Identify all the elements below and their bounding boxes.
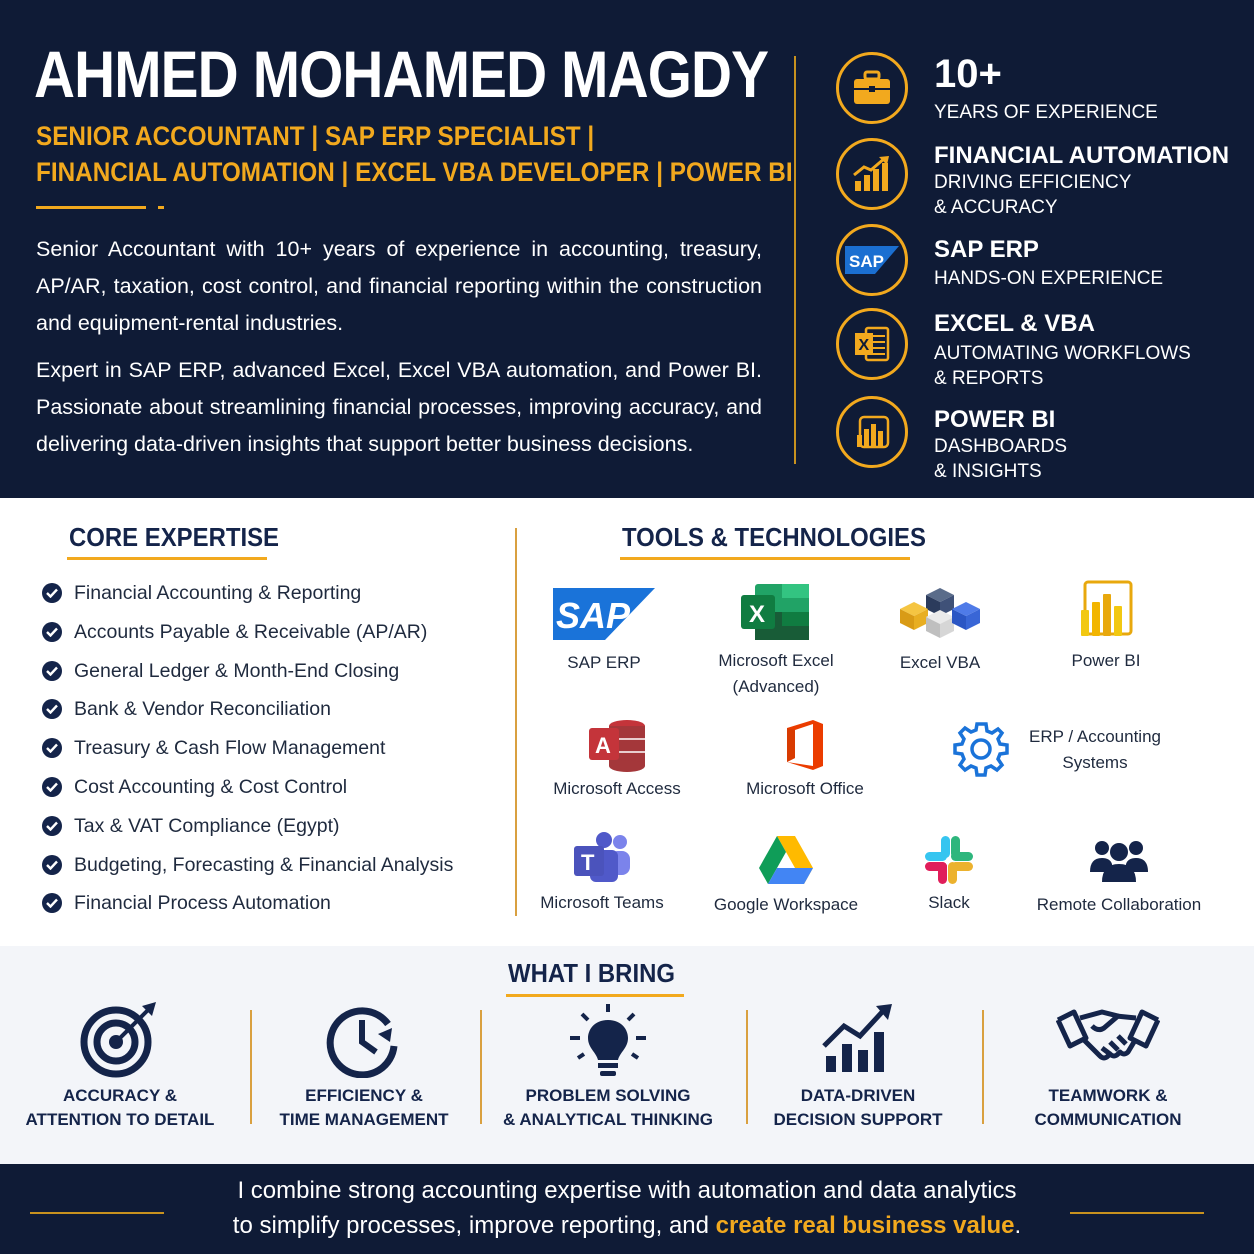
stat-sub: & INSIGHTS (934, 461, 1042, 482)
office-icon (783, 718, 827, 772)
tool-label: SAP ERP (567, 653, 641, 672)
tool-sap-erp (544, 588, 664, 676)
expertise-item (42, 696, 331, 722)
role-line-2: FINANCIAL AUTOMATION | EXCEL VBA DEVELOPER | POWER BI (36, 157, 793, 187)
expertise-item (42, 735, 385, 761)
sap-logo-icon (553, 588, 655, 640)
check-circle-icon (42, 777, 62, 797)
tool-erp-icon-wrap (946, 720, 1016, 780)
tool-label: Excel VBA (899, 653, 981, 672)
stat-excel-vba (836, 308, 1236, 388)
tool-label: Microsoft Office (746, 779, 864, 798)
tool-label: (Advanced) (732, 677, 820, 696)
bring-data-driven (758, 1002, 958, 1132)
handshake-icon (1056, 1002, 1160, 1078)
tool-google-workspace (708, 836, 864, 918)
stat-title: POWER BI (934, 406, 1056, 433)
bring-label: DATA-DRIVEN (800, 1086, 916, 1105)
svg-text:SAP: SAP (556, 595, 631, 636)
bring-label: TIME MANAGEMENT (279, 1110, 449, 1129)
power-bi-icon (1075, 580, 1137, 642)
check-circle-icon (42, 893, 62, 913)
expertise-label: Bank & Vendor Reconciliation (74, 697, 331, 720)
check-circle-icon (42, 622, 62, 642)
stat-sub: AUTOMATING WORKFLOWS (934, 343, 1191, 364)
bring-separator (982, 1010, 984, 1124)
check-circle-icon (42, 583, 62, 603)
hero-divider (794, 56, 796, 464)
check-circle-icon (42, 738, 62, 758)
expertise-item (42, 890, 331, 916)
what-i-bring-underline (506, 994, 684, 997)
bring-teamwork (1008, 1002, 1208, 1132)
vba-cubes-icon (898, 586, 982, 640)
stat-title: EXCEL & VBA (934, 310, 1095, 337)
teams-icon (572, 832, 632, 886)
stat-power-bi (836, 396, 1236, 486)
sap-logo-icon (836, 224, 908, 296)
bring-label: & ANALYTICAL THINKING (503, 1110, 713, 1129)
check-circle-icon (42, 699, 62, 719)
bring-label: COMMUNICATION (1034, 1110, 1182, 1129)
people-group-icon (1090, 838, 1148, 884)
expertise-label: Tax & VAT Compliance (Egypt) (74, 814, 340, 837)
google-drive-icon (759, 836, 813, 884)
tool-label: Google Workspace (713, 895, 859, 914)
tool-label: Microsoft Excel (718, 651, 834, 670)
tool-label: Slack (928, 893, 970, 912)
target-icon (80, 1002, 160, 1078)
stat-title: 10+ (934, 52, 1002, 96)
bring-separator (250, 1010, 252, 1124)
role-line-1: SENIOR ACCOUNTANT | SAP ERP SPECIALIST | (36, 121, 595, 151)
stat-experience (836, 52, 1236, 132)
hero-section (0, 0, 1254, 498)
svg-text:X: X (749, 601, 766, 628)
what-i-bring-heading: WHAT I BRING (508, 958, 675, 988)
bar-chart-icon (818, 1002, 898, 1078)
expertise-label: General Ledger & Month-End Closing (74, 659, 400, 682)
tool-label: ERP / Accounting (1029, 727, 1161, 746)
footer-text: to simplify processes, improve reporting, and (232, 1212, 716, 1239)
bring-separator (746, 1010, 748, 1124)
expertise-label: Financial Accounting & Reporting (74, 581, 362, 604)
bring-efficiency (264, 1002, 464, 1132)
stat-sub: YEARS OF EXPERIENCE (934, 102, 1158, 123)
footer-line-2 (0, 1212, 1254, 1240)
excel-icon (741, 582, 811, 642)
excel-icon (836, 308, 908, 380)
stat-title: SAP ERP (934, 236, 1039, 263)
expertise-item (42, 619, 427, 645)
bring-label: ACCURACY & (63, 1086, 177, 1105)
bring-accuracy (20, 1002, 220, 1132)
expertise-item (42, 774, 347, 800)
check-circle-icon (42, 816, 62, 836)
stat-sap-erp (836, 224, 1236, 296)
tool-teams (532, 832, 672, 916)
expertise-item (42, 580, 361, 606)
stat-title: FINANCIAL AUTOMATION (934, 142, 1230, 169)
tool-excel-vba (880, 586, 1000, 676)
tool-label: Remote Collaboration (1036, 895, 1202, 914)
bring-separator (480, 1010, 482, 1124)
stat-financial-automation (836, 138, 1236, 218)
tool-label: Systems (1062, 753, 1128, 772)
expertise-label: Accounts Payable & Receivable (AP/AR) (74, 620, 428, 643)
svg-text:SAP: SAP (849, 252, 884, 271)
expertise-item (42, 852, 453, 878)
clock-icon (324, 1002, 404, 1078)
stat-sub: DRIVING EFFICIENCY (934, 172, 1132, 193)
tool-label: Microsoft Teams (540, 893, 664, 912)
svg-text:X: X (858, 337, 870, 354)
expertise-item (42, 658, 399, 684)
footer-highlight: create real business value (715, 1212, 1015, 1239)
stat-sub: DASHBOARDS (934, 436, 1068, 457)
stat-sub: HANDS-ON EXPERIENCE (934, 268, 1164, 289)
lightbulb-icon (568, 1002, 648, 1078)
core-expertise-heading: CORE EXPERTISE (69, 522, 280, 552)
expertise-label: Treasury & Cash Flow Management (74, 736, 386, 759)
footer-line-1: I combine strong accounting expertise with automation and data analytics (237, 1177, 1017, 1204)
summary-paragraph-2: Expert in SAP ERP, advanced Excel, Excel VBA automation, and Power BI. Passionate about streamlining financial processes, improving accuracy, and delivering data-driven insights that support better business decisions. (36, 358, 762, 456)
check-circle-icon (42, 855, 62, 875)
footer-text: . (1014, 1212, 1022, 1239)
tool-access (544, 718, 690, 802)
summary-paragraph-1: Senior Accountant with 10+ years of experience in accounting, treasury, AP/AR, taxation, cost control, and financial reporting within the construction and equipment-rental industries. (36, 237, 762, 335)
tools-underline (620, 557, 910, 560)
briefcase-icon (836, 52, 908, 124)
tool-remote-collaboration (1030, 838, 1208, 918)
bring-label: ATTENTION TO DETAIL (25, 1110, 215, 1129)
check-circle-icon (42, 661, 62, 681)
svg-text:A: A (595, 733, 611, 758)
title-underline (36, 206, 146, 209)
core-expertise-underline (67, 557, 267, 560)
bring-label: DECISION SUPPORT (773, 1110, 943, 1129)
tool-slack (910, 834, 988, 916)
svg-text:T: T (581, 850, 595, 875)
tools-heading: TOOLS & TECHNOLOGIES (622, 522, 926, 552)
access-icon (587, 718, 647, 772)
stat-sub: & REPORTS (934, 368, 1044, 389)
bring-label: EFFICIENCY & (305, 1086, 423, 1105)
expertise-item (42, 813, 340, 839)
title-underline-dot (158, 206, 164, 209)
expertise-label: Budgeting, Forecasting & Financial Analysis (74, 853, 454, 876)
tool-office (732, 718, 878, 802)
tool-power-bi (1046, 580, 1166, 674)
tool-erp-accounting (1016, 724, 1174, 776)
bring-label: TEAMWORK & (1048, 1086, 1168, 1105)
expertise-label: Cost Accounting & Cost Control (74, 775, 348, 798)
bring-problem-solving (498, 1002, 718, 1132)
power-bi-icon (836, 396, 908, 468)
gear-icon (952, 720, 1010, 778)
tool-label: Power BI (1071, 651, 1141, 670)
bring-label: PROBLEM SOLVING (525, 1086, 691, 1105)
growth-chart-icon (836, 138, 908, 210)
slack-icon (923, 834, 975, 886)
expertise-label: Financial Process Automation (74, 891, 331, 914)
person-name: AHMED MOHAMED MAGDY (34, 37, 769, 111)
middle-divider (515, 528, 517, 916)
stat-sub: & ACCURACY (934, 197, 1058, 218)
tool-label: Microsoft Access (553, 779, 681, 798)
tool-excel (706, 582, 846, 700)
